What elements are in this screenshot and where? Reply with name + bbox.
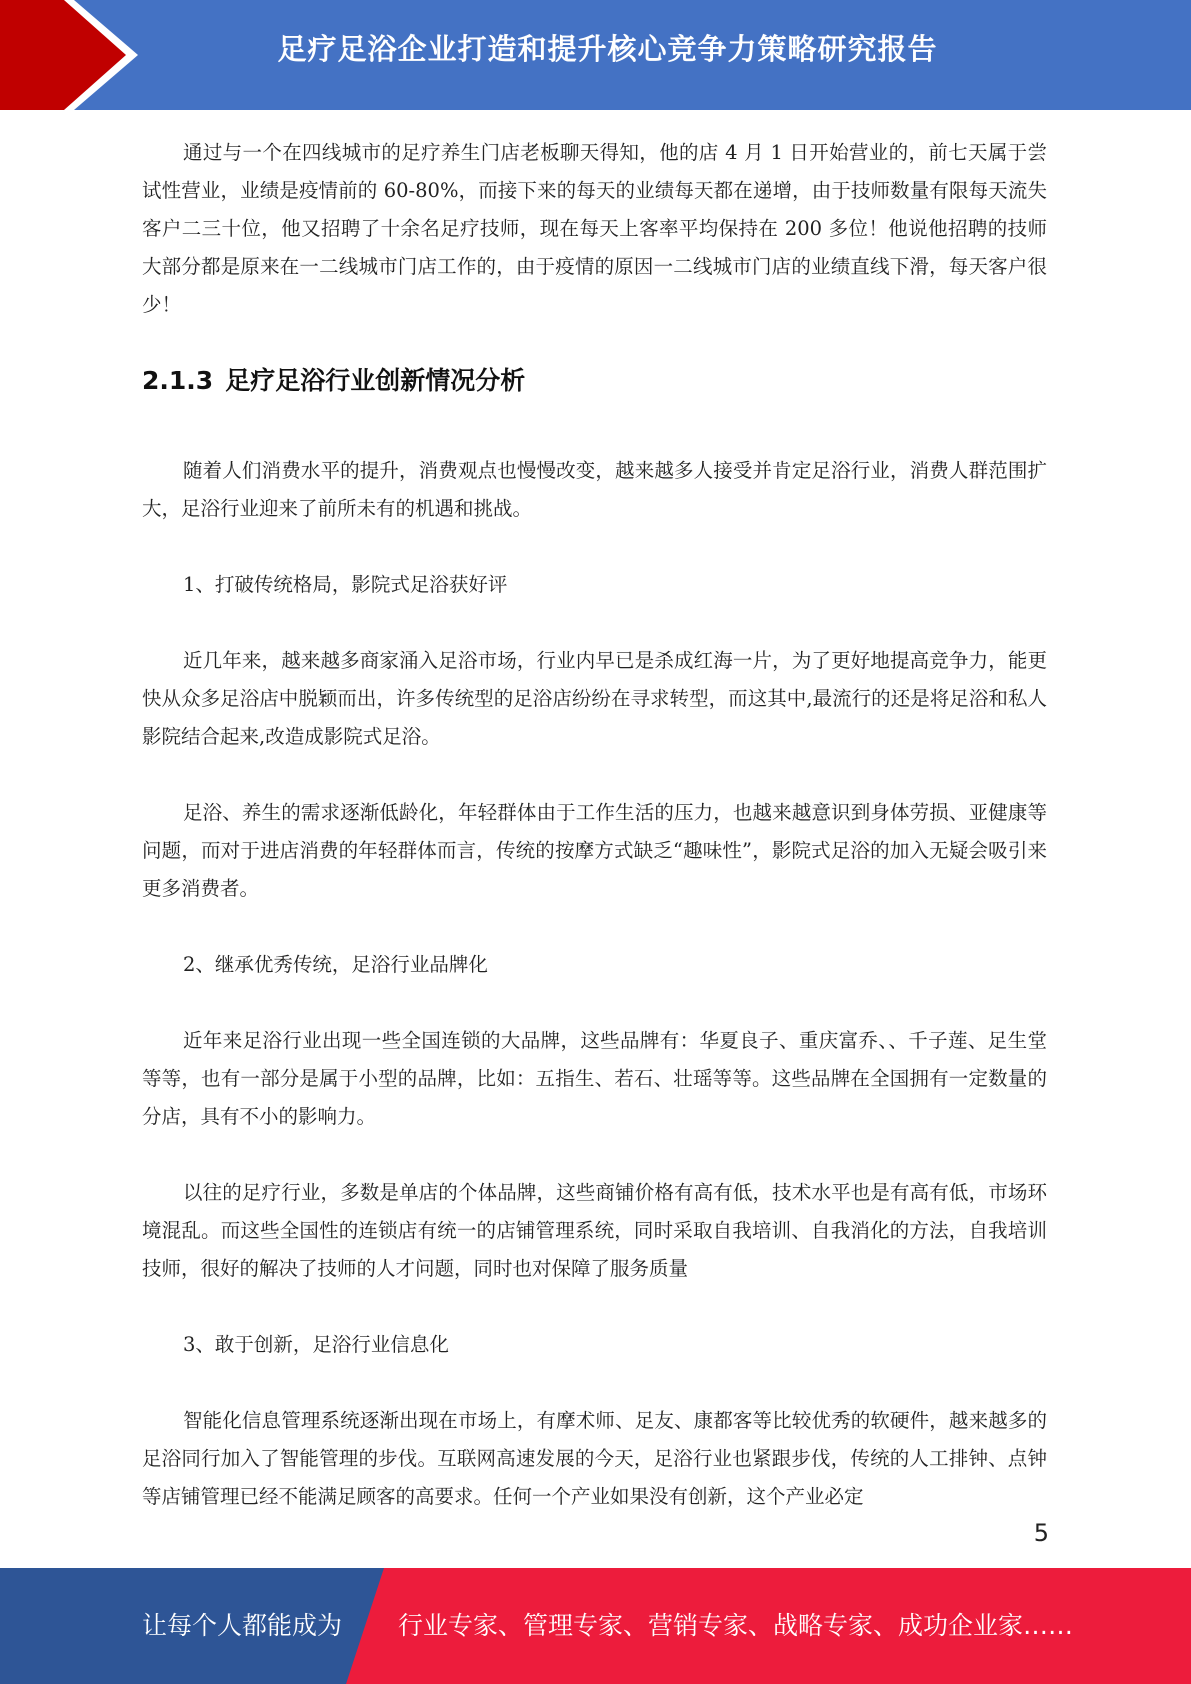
report-title: 足疗足浴企业打造和提升核心竞争力策略研究报告 xyxy=(277,32,938,66)
section-intro-paragraph: 随着人们消费水平的提升，消费观点也慢慢改变，越来越多人接受并肯定足浴行业，消费人群范围扩大，足浴行业迎来了前所未有的机遇和挑战。 xyxy=(142,459,1047,520)
footer-slogan-left: 让每个人都能成为 xyxy=(142,1611,343,1640)
page-number: 5 xyxy=(1033,1519,1049,1547)
section-number: 2.1.3 xyxy=(142,366,214,395)
page-header xyxy=(0,0,1191,110)
section-heading xyxy=(142,362,1047,400)
item3-heading: 3、敢于创新，足浴行业信息化 xyxy=(183,1333,449,1356)
item2-paragraph-1: 近年来足浴行业出现一些全国连锁的大品牌，这些品牌有：华夏良子、重庆富乔、、千子莲、足生堂等等，也有一部分是属于小型的品牌，比如：五指生、若石、壮瑶等等。这些品牌在全国拥有一定数量的分店，具有不小的影响力。 xyxy=(142,1029,1047,1128)
item1-paragraph-1: 近几年来，越来越多商家涌入足浴市场，行业内早已是杀成红海一片，为了更好地提高竞争力，能更快从众多足浴店中脱颖而出，许多传统型的足浴店纷纷在寻求转型，而这其中,最流行的还是将足浴和私人影院结合起来,改造成影院式足浴。 xyxy=(142,649,1047,748)
item2-paragraph-2: 以往的足疗行业，多数是单店的个体品牌，这些商铺价格有高有低，技术水平也是有高有低，市场环境混乱。而这些全国性的连锁店有统一的店铺管理系统，同时采取自我培训、自我消化的方法，自我培训技师，很好的解决了技师的人才问题，同时也对保障了服务质量 xyxy=(142,1181,1047,1280)
page-footer xyxy=(0,1568,1191,1684)
page-content xyxy=(142,134,1047,1554)
footer-slogan-right: 行业专家、管理专家、营销专家、战略专家、成功企业家…… xyxy=(398,1611,1074,1640)
item3-paragraph-1: 智能化信息管理系统逐渐出现在市场上，有摩术师、足友、康都客等比较优秀的软硬件，越来越多的足浴同行加入了智能管理的步伐。互联网高速发展的今天，足浴行业也紧跟步伐，传统的人工排钟、点钟等店铺管理已经不能满足顾客的高要求。任何一个产业如果没有创新，这个产业必定 xyxy=(142,1409,1047,1508)
item2-heading: 2、继承优秀传统，足浴行业品牌化 xyxy=(183,953,488,976)
intro-paragraph: 通过与一个在四线城市的足疗养生门店老板聊天得知，他的店 4 月 1 日开始营业的，前七天属于尝试性营业，业绩是疫情前的 60-80%，而接下来的每天的业绩每天都在递增，由于技师数量有限每天流失客户二三十位，他又招聘了十余名足疗技师，现在每天上客率平均保持在 200 多位！他说他招聘的技师大部分都是原来在一二线城市门店工作的，由于疫情的原因一二线城市门店的业绩直线下滑，每天客户很少！ xyxy=(142,141,1047,316)
item1-heading: 1、打破传统格局，影院式足浴获好评 xyxy=(183,573,508,596)
item1-paragraph-2: 足浴、养生的需求逐渐低龄化，年轻群体由于工作生活的压力，也越来越意识到身体劳损、亚健康等问题，而对于进店消费的年轻群体而言，传统的按摩方式缺乏“趣味性”，影院式足浴的加入无疑会吸引来更多消费者。 xyxy=(142,801,1047,900)
section-title: 足疗足浴行业创新情况分析 xyxy=(225,366,526,395)
